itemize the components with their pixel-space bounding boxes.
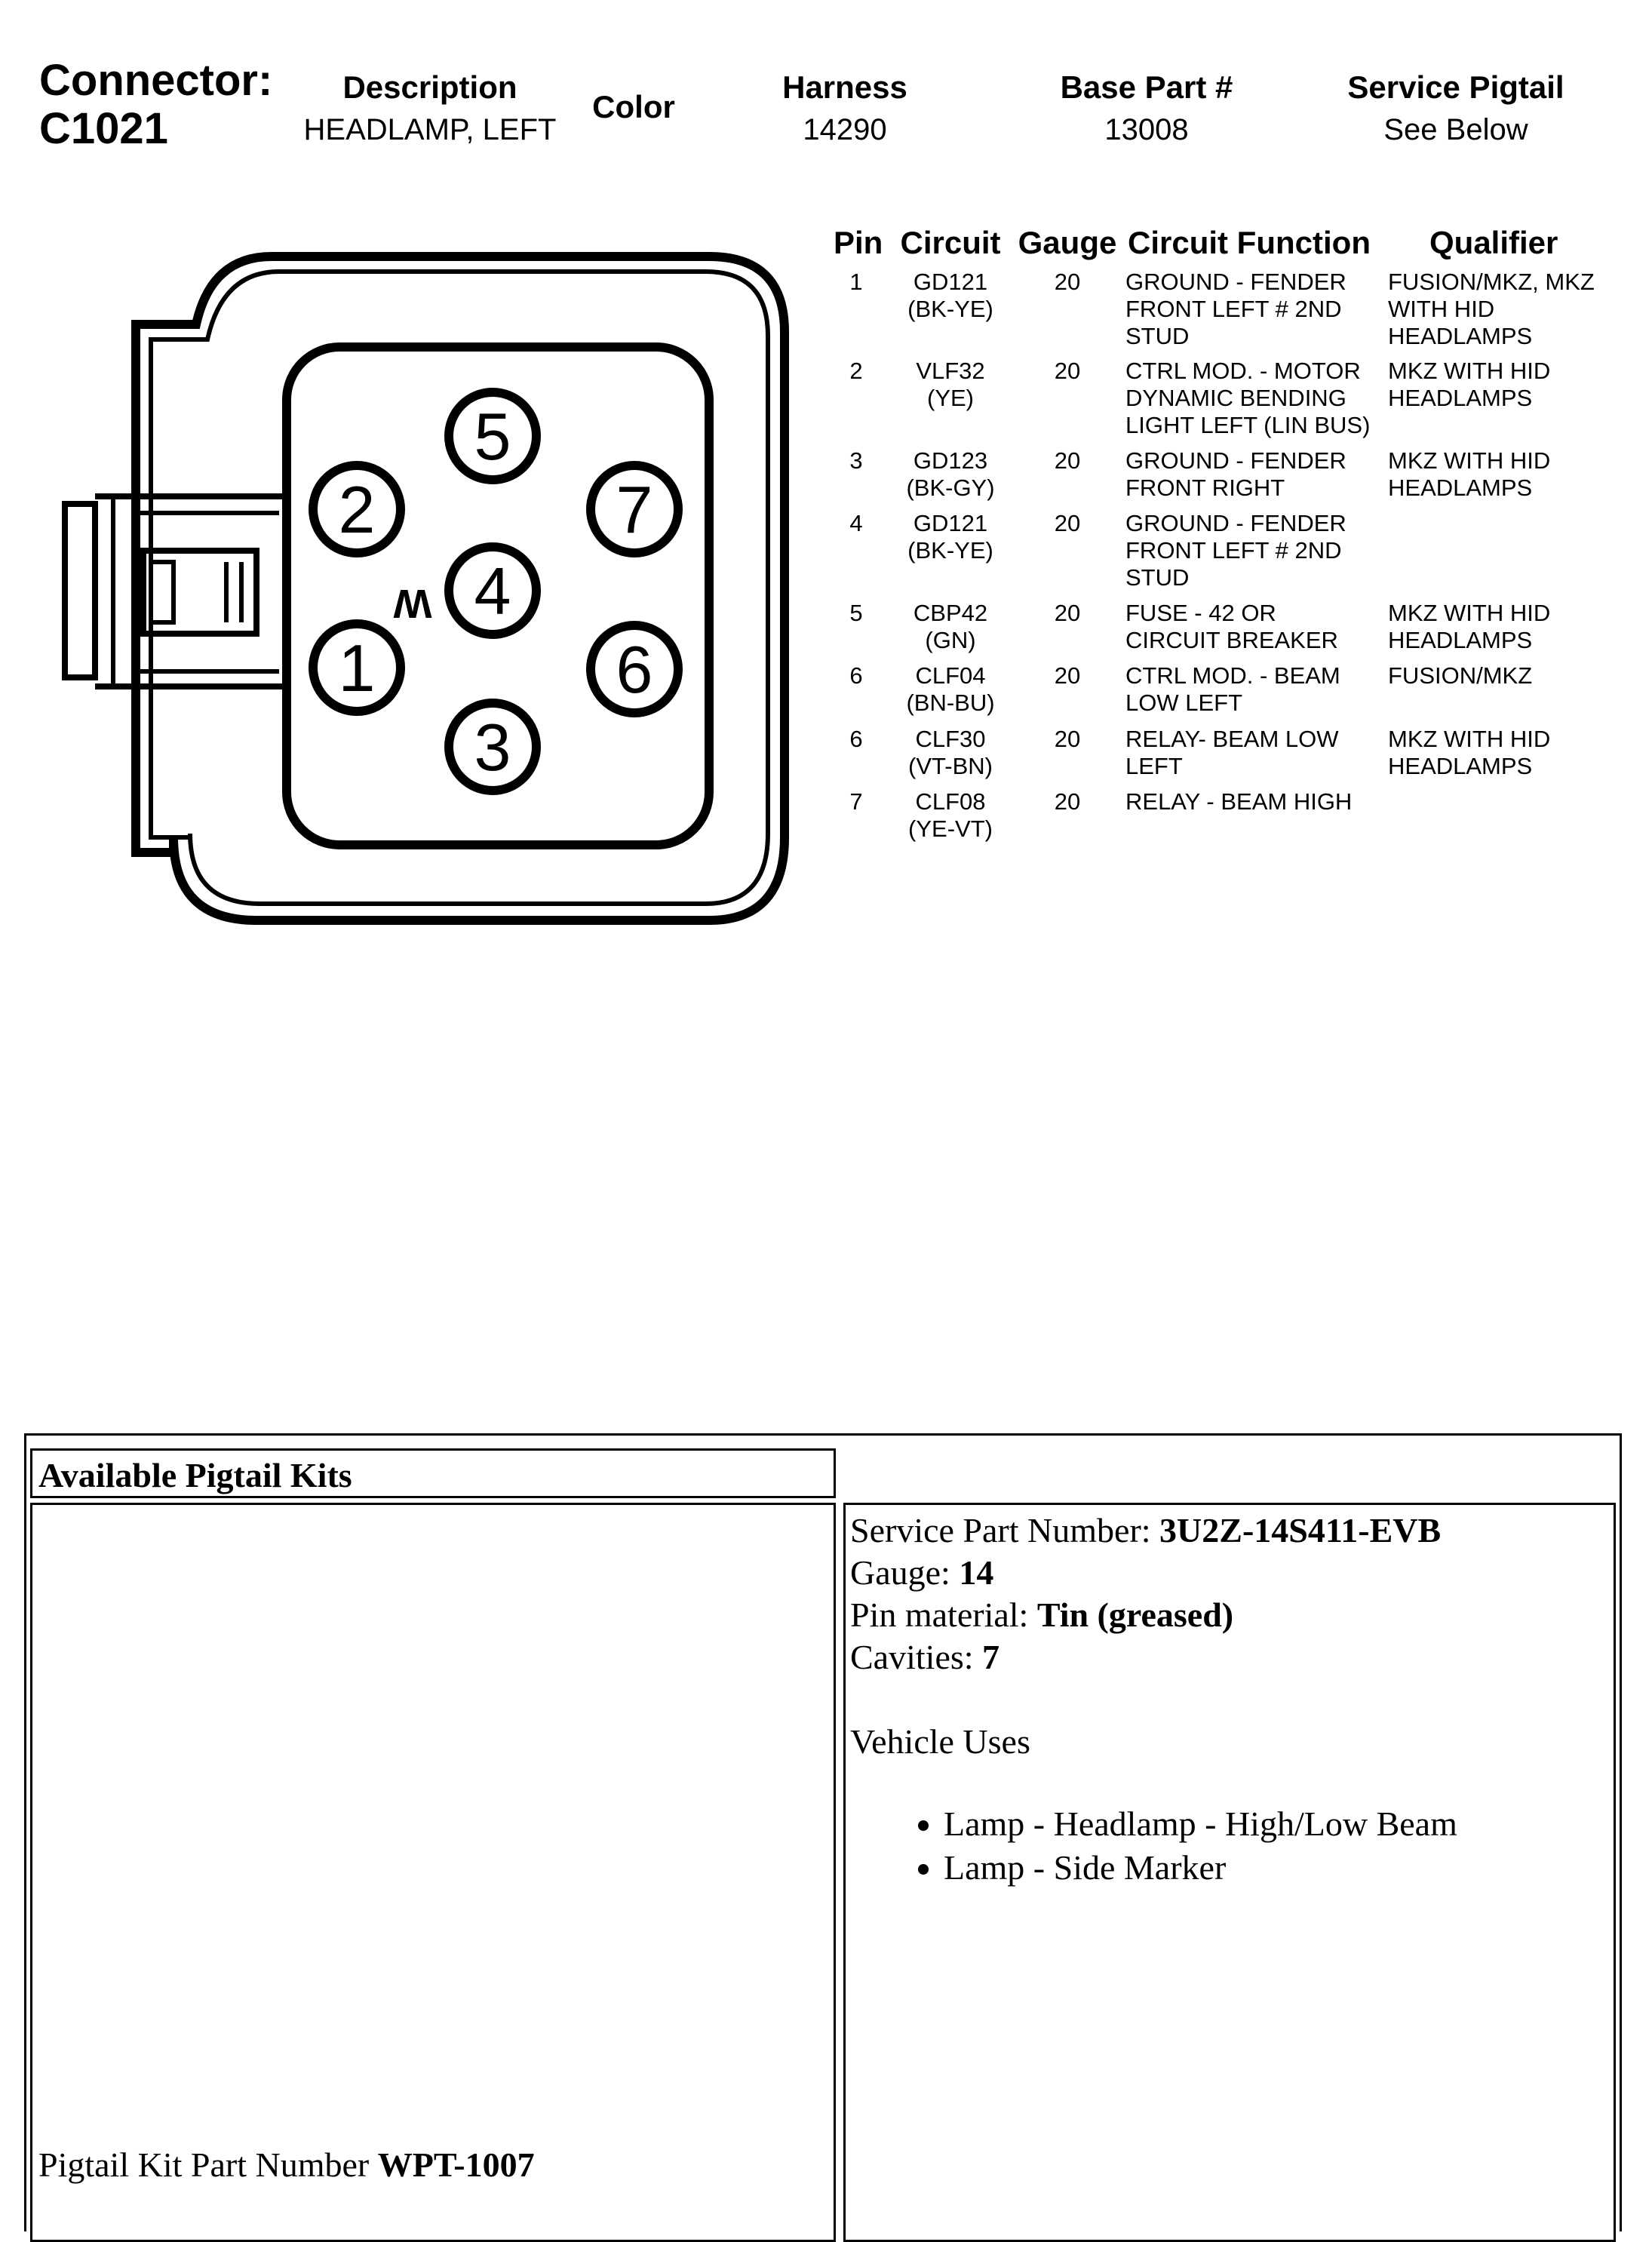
vehicle-uses-list: [850, 1802, 1457, 1890]
row-function: GROUND - FENDER FRONT RIGHT: [1125, 447, 1346, 501]
row-pin: 1: [849, 269, 863, 295]
list-item: • Lamp - Side Marker: [944, 1846, 1457, 1890]
col-header-circuit: Circuit: [900, 225, 1001, 260]
row-gauge: 20: [1054, 600, 1081, 626]
harness-label: Harness: [782, 69, 907, 105]
row-qualifier: MKZ WITH HID HEADLAMPS: [1388, 447, 1551, 501]
color-label: Color: [592, 89, 675, 124]
pigtail-kits-title-cell: [30, 1448, 836, 1498]
harness-value: 14290: [803, 113, 887, 146]
row-function: RELAY- BEAM LOW LEFT: [1125, 726, 1339, 779]
row-gauge: 20: [1054, 447, 1081, 474]
row-circuit: VLF32 (YE): [916, 358, 985, 411]
pin-1-label: 1: [338, 631, 376, 705]
row-function: CTRL MOD. - BEAM LOW LEFT: [1125, 662, 1340, 716]
service-part-cell: [843, 1503, 1616, 2242]
row-function: GROUND - FENDER FRONT LEFT # 2ND STUD: [1125, 510, 1346, 591]
connector-id: C1021: [39, 104, 168, 153]
row-qualifier: MKZ WITH HID HEADLAMPS: [1388, 358, 1551, 411]
row-circuit: GD121 (BK-YE): [907, 510, 993, 564]
row-pin: 6: [849, 726, 863, 752]
row-pin: 4: [849, 510, 863, 536]
connector-label: Connector:: [39, 56, 273, 105]
pin-6-label: 6: [616, 632, 653, 707]
row-gauge: 20: [1054, 788, 1081, 815]
service-pigtail-value: See Below: [1383, 113, 1528, 146]
pin-7-label: 7: [616, 472, 653, 547]
row-gauge: 20: [1054, 510, 1081, 536]
latch-tab: [65, 504, 95, 677]
row-circuit: CBP42 (GN): [913, 600, 988, 653]
row-pin: 7: [849, 788, 863, 815]
row-function: FUSE - 42 OR CIRCUIT BREAKER: [1125, 600, 1338, 653]
row-function: RELAY - BEAM HIGH: [1125, 788, 1353, 815]
pin-5-label: 5: [474, 399, 511, 474]
row-qualifier: FUSION/MKZ: [1388, 662, 1533, 689]
description-label: Description: [342, 69, 517, 105]
row-circuit: CLF08 (YE-VT): [908, 788, 993, 842]
row-circuit: CLF04 (BN-BU): [906, 662, 995, 716]
pin-2-label: 2: [338, 472, 376, 547]
pigtail-kit-cell: [30, 1503, 836, 2242]
list-item: • Lamp - Headlamp - High/Low Beam: [944, 1802, 1457, 1846]
row-qualifier: MKZ WITH HID HEADLAMPS: [1388, 726, 1551, 779]
row-qualifier: FUSION/MKZ, MKZ WITH HID HEADLAMPS: [1388, 269, 1595, 349]
pin-3-label: 3: [474, 710, 511, 785]
base-part-label: Base Part #: [1060, 69, 1233, 105]
row-function: CTRL MOD. - MOTOR DYNAMIC BENDING LIGHT LEFT (LIN BUS): [1125, 358, 1371, 438]
row-pin: 2: [849, 358, 863, 384]
row-gauge: 20: [1054, 726, 1081, 752]
connector-diagram: [45, 241, 807, 935]
col-header-qualifier: Qualifier: [1429, 225, 1558, 260]
vehicle-uses-label: Vehicle Uses: [850, 1722, 1030, 1761]
pigtail-kits-title: Available Pigtail Kits: [38, 1456, 352, 1494]
row-circuit: GD121 (BK-YE): [907, 269, 993, 322]
col-header-pin: Pin: [834, 225, 883, 260]
service-pigtail-label: Service Pigtail: [1347, 69, 1564, 105]
gauge-info: Gauge: 14: [850, 1553, 994, 1592]
service-part-number: Service Part Number: 3U2Z-14S411-EVB: [850, 1511, 1442, 1549]
row-gauge: 20: [1054, 269, 1081, 295]
cavities-info: Cavities: 7: [850, 1638, 1000, 1676]
row-circuit: GD123 (BK-GY): [906, 447, 995, 501]
row-pin: 5: [849, 600, 863, 626]
pin-material-info: Pin material: Tin (greased): [850, 1596, 1234, 1634]
row-gauge: 20: [1054, 358, 1081, 384]
row-circuit: CLF30 (VT-BN): [908, 726, 993, 779]
col-header-function: Circuit Function: [1128, 225, 1371, 260]
row-pin: 6: [849, 662, 863, 689]
row-function: GROUND - FENDER FRONT LEFT # 2ND STUD: [1125, 269, 1346, 349]
pin-4-label: 4: [474, 554, 511, 628]
base-part-value: 13008: [1104, 113, 1189, 146]
pigtail-kit-part-number: Pigtail Kit Part Number WPT-1007: [38, 2145, 535, 2184]
key-mark: W: [393, 581, 432, 626]
row-qualifier: MKZ WITH HID HEADLAMPS: [1388, 600, 1551, 653]
col-header-gauge: Gauge: [1018, 225, 1117, 260]
row-pin: 3: [849, 447, 863, 474]
description-value: HEADLAMP, LEFT: [303, 113, 557, 146]
row-gauge: 20: [1054, 662, 1081, 689]
